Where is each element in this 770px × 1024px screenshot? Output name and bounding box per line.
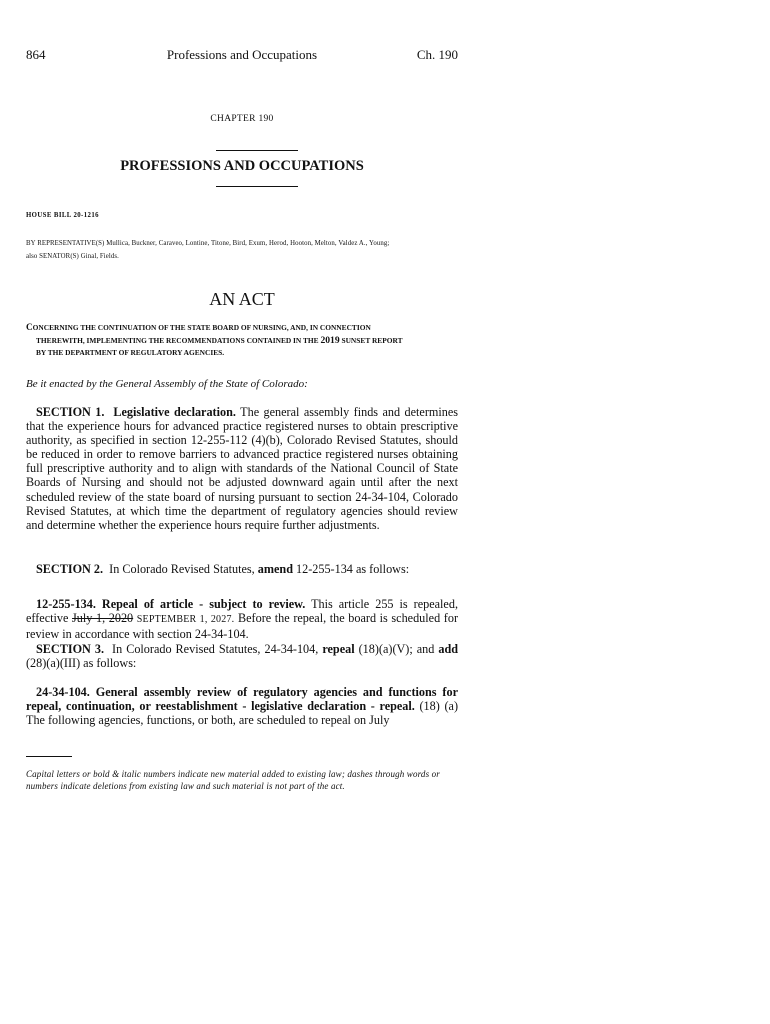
act-title: AN ACT — [209, 289, 275, 309]
section-1-text: The general assembly finds and determines that the experience hours for advanced practice registered nurses to obtain prescriptive authority, as specified in section 12-255-112 (4)(b), Colorado Revised Statutes, should be reduced in order to remove barriers to advanced practice registered nurses obtaining full prescriptive authority and to align with standards of the National Council of State Boards of Nursing and should not be adjusted downward again until after the next scheduled review of the state board of nursing pursuant to section 24-34-104, Colorado Revised Statutes, at which time the department of regulatory agencies should review and determine whether the experience hours require further adjustments. — [26, 405, 458, 532]
section-3-paragraph — [26, 642, 458, 670]
section-1-heading: Legislative declaration. — [113, 405, 236, 419]
page-number: 864 — [26, 47, 46, 62]
section-3-mid: (18)(a)(V); and — [358, 642, 435, 656]
added-text: SEPTEMBER 1, 2027. — [136, 614, 235, 626]
statute-24-34-104-heading: 24-34-104. General assembly review of regulatory agencies and functions for repeal, continuation, or reestablishment - legislative declaration - repeal. — [26, 685, 458, 714]
title-rule-top — [216, 150, 298, 151]
caption-initial: C — [26, 322, 33, 332]
section-3-pre: In Colorado Revised Statutes, 24-34-104, — [112, 642, 319, 656]
caption-line-2 — [26, 335, 458, 348]
section-2-paragraph — [26, 562, 458, 576]
bill-number: HOUSE BILL 20-1216 — [26, 212, 99, 219]
footnote-rule — [26, 756, 72, 757]
statute-24-34-104-text: (18) (a) The following agencies, functions, or both, are scheduled to repeal on July — [26, 699, 458, 728]
header-chapter: Ch. 190 — [416, 47, 458, 62]
header-title: Professions and Occupations — [166, 47, 318, 62]
section-1-label: SECTION 1. — [36, 405, 105, 419]
caption-line-2-pre: THEREWITH, IMPLEMENTING THE RECOMMENDATIONS CONTAINED IN THE — [36, 335, 321, 345]
section-3-verb-repeal: repeal — [322, 642, 355, 656]
document-page — [26, 0, 458, 1024]
section-2-statute — [26, 597, 458, 641]
sponsors-representatives: BY REPRESENTATIVE(S) Mullica, Buckner, Caraveo, Lontine, Titone, Bird, Exum, Herod, Hooton, Melton, Valdez A., Young; — [26, 240, 390, 247]
statute-12-255-134-heading: 12-255-134. Repeal of article - subject to review. — [36, 597, 306, 611]
running-header — [26, 47, 458, 65]
sponsors — [26, 237, 458, 263]
section-3-statute — [26, 685, 458, 727]
section-2-label: SECTION 2. — [36, 562, 104, 576]
chapter-title: PROFESSIONS AND OCCUPATIONS — [120, 158, 364, 174]
section-2-verb: amend — [257, 562, 293, 576]
section-2-post: 12-255-134 as follows: — [296, 562, 410, 576]
section-2-pre: In Colorado Revised Statutes, — [109, 562, 255, 576]
footnote: Capital letters or bold & italic numbers indicate new material added to existing law; dashes through words or numbers indicate deletions from existing law and such material is not part of the act. — [26, 769, 440, 791]
caption-year: 2019 — [320, 334, 340, 346]
section-1-paragraph — [26, 405, 458, 532]
caption-line-3: BY THE DEPARTMENT OF REGULATORY AGENCIES. — [36, 348, 225, 357]
caption-line-1 — [26, 321, 458, 335]
sponsors-senators: also SENATOR(S) Ginal, Fields. — [26, 253, 119, 260]
statute-text-b: Before the repeal, the board is scheduled for review in accordance with section 24-34-104. — [26, 611, 459, 642]
caption-line-1-text: ONCERNING THE CONTINUATION OF THE STATE BOARD OF NURSING, AND, IN CONNECTION — [32, 323, 371, 332]
section-3-label: SECTION 3. — [36, 642, 105, 656]
statute-text-a: This article 255 is repealed, effective — [26, 597, 458, 626]
enacting-clause: Be it enacted by the General Assembly of the State of Colorado: — [26, 378, 308, 390]
deleted-text: July 1, 2020 — [72, 611, 134, 626]
title-rule-bottom — [216, 186, 298, 187]
chapter-label: CHAPTER 190 — [210, 114, 274, 124]
caption-line-2-post: SUNSET REPORT — [339, 335, 403, 345]
section-3-post: (28)(a)(III) as follows: — [26, 656, 137, 671]
section-3-verb-add: add — [438, 642, 459, 656]
act-caption — [26, 321, 458, 360]
